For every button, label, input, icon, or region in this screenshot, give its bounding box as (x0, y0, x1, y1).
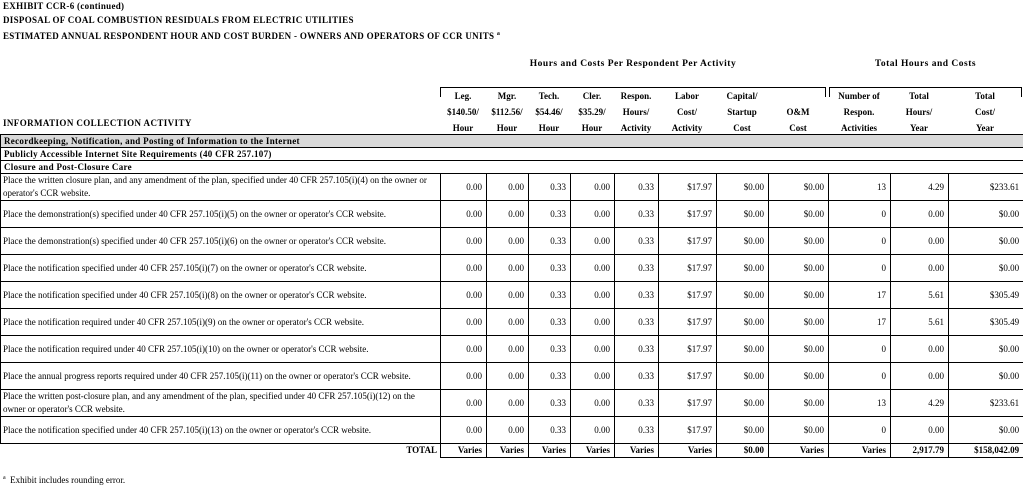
total-row (1, 444, 1023, 458)
exhibit-caption (3, 31, 500, 41)
total-cost-cell: $0.00 (949, 201, 1023, 228)
total-total-hours-cell: 2,917.79 (891, 444, 949, 458)
capital-cell: $0.00 (717, 417, 769, 444)
leg-cell: 0.00 (441, 363, 487, 390)
total-cost-cell: $0.00 (949, 417, 1023, 444)
leg-cell: 0.00 (441, 390, 487, 417)
total-label: TOTAL (1, 444, 441, 458)
col-header-capital-cost: Capital/ Startup Cost (726, 91, 758, 133)
labor-cell: $17.97 (659, 336, 717, 363)
total-hours-cell: 5.61 (891, 282, 949, 309)
resp-cell: 0.33 (615, 363, 659, 390)
number-cell: 0 (829, 228, 891, 255)
table-row (1, 417, 1023, 444)
cler-cell: 0.00 (571, 174, 615, 201)
cler-cell: 0.00 (571, 282, 615, 309)
number-cell: 0 (829, 417, 891, 444)
number-cell: 13 (829, 174, 891, 201)
capital-cell: $0.00 (717, 255, 769, 282)
activity-cell: Place the notification specified under 40 CFR 257.105(i)(13) on the owner or operator's CCR website. (1, 417, 441, 444)
cler-cell: 0.00 (571, 417, 615, 444)
footnote (3, 475, 125, 485)
total-cost-cell: $0.00 (949, 336, 1023, 363)
cler-cell: 0.00 (571, 255, 615, 282)
total-hours-cell: 4.29 (891, 390, 949, 417)
activity-cell: Place the demonstration(s) specified under 40 CFR 257.105(i)(5) on the owner or operator's CCR website. (1, 201, 441, 228)
labor-cell: $17.97 (659, 255, 717, 282)
labor-cell: $17.97 (659, 201, 717, 228)
tech-cell: 0.33 (529, 174, 571, 201)
activity-cell: Place the written closure plan, and any amendment of the plan, specified under 40 CFR 257.105(i)(4) on the owner or operator's CCR website. (1, 174, 441, 201)
capital-cell: $0.00 (717, 309, 769, 336)
resp-cell: 0.33 (615, 255, 659, 282)
capital-cell: $0.00 (717, 336, 769, 363)
leg-cell: 0.00 (441, 417, 487, 444)
capital-cell: $0.00 (717, 228, 769, 255)
tech-cell: 0.33 (529, 390, 571, 417)
total-labor-cell: Varies (659, 444, 717, 458)
labor-cell: $17.97 (659, 309, 717, 336)
total-hours-cell: 0.00 (891, 417, 949, 444)
exhibit-title: EXHIBIT CCR-6 (continued) (3, 1, 125, 11)
leg-cell: 0.00 (441, 336, 487, 363)
number-cell: 0 (829, 201, 891, 228)
cler-cell: 0.00 (571, 228, 615, 255)
mgr-cell: 0.00 (487, 174, 529, 201)
leg-cell: 0.00 (441, 282, 487, 309)
mgr-cell: 0.00 (487, 282, 529, 309)
total-cost-cell: $305.49 (949, 309, 1023, 336)
number-cell: 0 (829, 336, 891, 363)
leg-cell: 0.00 (441, 255, 487, 282)
total-leg-cell: Varies (441, 444, 487, 458)
resp-cell: 0.33 (615, 309, 659, 336)
caption-footnote-mark: a (496, 31, 501, 37)
total-hours-cell: 5.61 (891, 309, 949, 336)
resp-cell: 0.33 (615, 336, 659, 363)
capital-cell: $0.00 (717, 201, 769, 228)
table-row (1, 201, 1023, 228)
exhibit-caption-text: ESTIMATED ANNUAL RESPONDENT HOUR AND COST BURDEN - OWNERS AND OPERATORS OF CCR UNITS (3, 31, 495, 41)
footnote-text: Exhibit includes rounding error. (10, 475, 126, 485)
total-tech-cell: Varies (529, 444, 571, 458)
col-header-number-activities: Number of Respon. Activities (838, 91, 880, 133)
number-cell: 17 (829, 309, 891, 336)
capital-cell: $0.00 (717, 282, 769, 309)
mgr-cell: 0.00 (487, 228, 529, 255)
activity-cell: Place the notification specified under 40 CFR 257.105(i)(8) on the owner or operator's CCR website. (1, 282, 441, 309)
total-cost-cell: $233.61 (949, 390, 1023, 417)
mgr-cell: 0.00 (487, 363, 529, 390)
group-header-totals: Total Hours and Costs (874, 59, 977, 69)
tech-cell: 0.33 (529, 336, 571, 363)
labor-cell: $17.97 (659, 228, 717, 255)
total-mgr-cell: Varies (487, 444, 529, 458)
total-cost-cell: $0.00 (949, 363, 1023, 390)
cler-cell: 0.00 (571, 336, 615, 363)
total-hours-cell: 0.00 (891, 363, 949, 390)
table-row (1, 174, 1023, 201)
resp-cell: 0.33 (615, 228, 659, 255)
om-cell: $0.00 (769, 417, 829, 444)
col-header-activity: INFORMATION COLLECTION ACTIVITY (3, 118, 192, 128)
number-cell: 0 (829, 255, 891, 282)
activity-cell: Place the notification required under 40 CFR 257.105(i)(10) on the owner or operator's CCR website. (1, 336, 441, 363)
resp-cell: 0.33 (615, 282, 659, 309)
col-header-cler: Cler. $35.29/ Hour (578, 91, 606, 133)
section-title: Recordkeeping, Notification, and Posting of Information to the Internet (1, 135, 1023, 148)
labor-cell: $17.97 (659, 282, 717, 309)
exhibit-subtitle: DISPOSAL OF COAL COMBUSTION RESIDUALS FROM ELECTRIC UTILITIES (3, 15, 354, 25)
col-header-om-cost: O&M Cost (786, 107, 810, 133)
activity-cell: Place the written post-closure plan, and any amendment of the plan, specified under 40 CFR 257.105(i)(12) on the owner or operator's CCR website. (1, 390, 441, 417)
burden-table (0, 134, 1023, 458)
activity-cell: Place the notification required under 40 CFR 257.105(i)(9) on the owner or operator's CCR website. (1, 309, 441, 336)
resp-cell: 0.33 (615, 201, 659, 228)
total-number-cell: Varies (829, 444, 891, 458)
capital-cell: $0.00 (717, 363, 769, 390)
table-row (1, 282, 1023, 309)
mgr-cell: 0.00 (487, 201, 529, 228)
om-cell: $0.00 (769, 336, 829, 363)
table-row (1, 228, 1023, 255)
cler-cell: 0.00 (571, 309, 615, 336)
cler-cell: 0.00 (571, 201, 615, 228)
resp-cell: 0.33 (615, 417, 659, 444)
total-om-cell: Varies (769, 444, 829, 458)
total-hours-cell: 0.00 (891, 336, 949, 363)
total-cost-cell: $0.00 (949, 228, 1023, 255)
total-cost-cell: $0.00 (949, 255, 1023, 282)
section-row (1, 148, 1023, 161)
leg-cell: 0.00 (441, 309, 487, 336)
leg-cell: 0.00 (441, 174, 487, 201)
mgr-cell: 0.00 (487, 417, 529, 444)
section-title: Publicly Accessible Internet Site Requirements (40 CFR 257.107) (1, 148, 1023, 161)
activity-cell: Place the annual progress reports required under 40 CFR 257.105(i)(11) on the owner or operator's CCR website. (1, 363, 441, 390)
om-cell: $0.00 (769, 390, 829, 417)
tech-cell: 0.33 (529, 282, 571, 309)
tech-cell: 0.33 (529, 363, 571, 390)
total-hours-cell: 0.00 (891, 255, 949, 282)
capital-cell: $0.00 (717, 390, 769, 417)
total-capital-cell: $0.00 (717, 444, 769, 458)
section-row (1, 161, 1023, 174)
total-hours-cell: 0.00 (891, 228, 949, 255)
activity-cell: Place the demonstration(s) specified under 40 CFR 257.105(i)(6) on the owner or operator's CCR website. (1, 228, 441, 255)
total-hours-cell: 4.29 (891, 174, 949, 201)
table-row (1, 309, 1023, 336)
group-header-per-respondent: Hours and Costs Per Respondent Per Activity (529, 59, 737, 69)
col-header-mgr: Mgr. $112.56/ Hour (491, 91, 523, 133)
col-header-tech: Tech. $54.46/ Hour (535, 91, 563, 133)
tech-cell: 0.33 (529, 309, 571, 336)
number-cell: 13 (829, 390, 891, 417)
footnote-mark: a (3, 475, 6, 481)
total-hours-cell: 0.00 (891, 201, 949, 228)
table-row (1, 363, 1023, 390)
leg-cell: 0.00 (441, 228, 487, 255)
resp-cell: 0.33 (615, 390, 659, 417)
col-header-labor-cost: Labor Cost/ Activity (671, 91, 703, 133)
col-header-leg: Leg. $140.50/ Hour (447, 91, 479, 133)
total-cost-cell: $305.49 (949, 282, 1023, 309)
table-row (1, 255, 1023, 282)
tech-cell: 0.33 (529, 228, 571, 255)
total-cost-cell: $233.61 (949, 174, 1023, 201)
cler-cell: 0.00 (571, 363, 615, 390)
om-cell: $0.00 (769, 228, 829, 255)
mgr-cell: 0.00 (487, 336, 529, 363)
om-cell: $0.00 (769, 363, 829, 390)
leg-cell: 0.00 (441, 201, 487, 228)
labor-cell: $17.97 (659, 363, 717, 390)
number-cell: 17 (829, 282, 891, 309)
labor-cell: $17.97 (659, 174, 717, 201)
labor-cell: $17.97 (659, 417, 717, 444)
tech-cell: 0.33 (529, 201, 571, 228)
table-row (1, 336, 1023, 363)
total-cler-cell: Varies (571, 444, 615, 458)
mgr-cell: 0.00 (487, 390, 529, 417)
labor-cell: $17.97 (659, 390, 717, 417)
om-cell: $0.00 (769, 201, 829, 228)
col-header-total-cost: Total Cost/ Year (975, 91, 995, 133)
number-cell: 0 (829, 363, 891, 390)
activity-cell: Place the notification specified under 40 CFR 257.105(i)(7) on the owner or operator's CCR website. (1, 255, 441, 282)
total-resp-cell: Varies (615, 444, 659, 458)
col-header-total-hours: Total Hours/ Year (905, 91, 933, 133)
om-cell: $0.00 (769, 255, 829, 282)
mgr-cell: 0.00 (487, 309, 529, 336)
om-cell: $0.00 (769, 309, 829, 336)
table-row (1, 390, 1023, 417)
om-cell: $0.00 (769, 282, 829, 309)
section-title: Closure and Post-Closure Care (1, 161, 1023, 174)
mgr-cell: 0.00 (487, 255, 529, 282)
resp-cell: 0.33 (615, 174, 659, 201)
tech-cell: 0.33 (529, 417, 571, 444)
section-row (1, 135, 1023, 148)
capital-cell: $0.00 (717, 174, 769, 201)
tech-cell: 0.33 (529, 255, 571, 282)
cler-cell: 0.00 (571, 390, 615, 417)
col-header-resp-hours: Respon. Hours/ Activity (620, 91, 652, 133)
om-cell: $0.00 (769, 174, 829, 201)
total-total-cost-cell: $158,042.09 (949, 444, 1023, 458)
